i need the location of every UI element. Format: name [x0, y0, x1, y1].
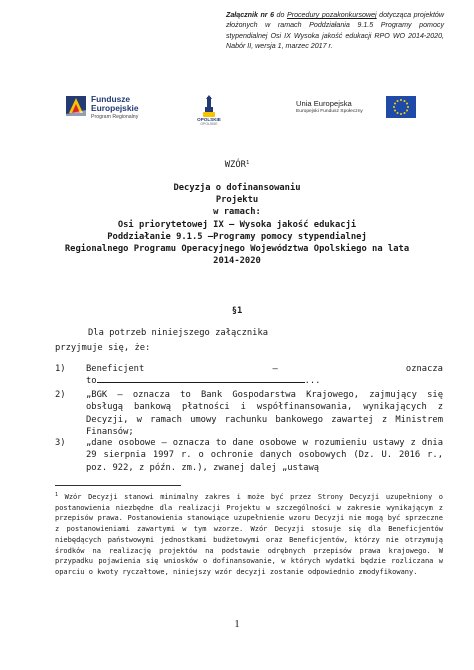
- title-line: Decyzja o dofinansowaniu: [173, 183, 301, 193]
- title-line: w ramach:: [213, 207, 261, 218]
- template-word: WZÓR: [224, 160, 246, 170]
- fe-title-line1: Fundusze: [91, 94, 131, 104]
- title-line: 2014-2020: [213, 256, 261, 267]
- item1-dots: ...: [304, 376, 321, 387]
- eu-flag-icon: [386, 96, 416, 118]
- opolskie-logo: [190, 95, 228, 131]
- item-body: [86, 363, 443, 388]
- decision-title: [0, 182, 474, 267]
- item1-to: to: [86, 376, 97, 387]
- opolskie-name: OPOLSKIE: [197, 117, 221, 122]
- fe-subtitle: Program Regionalny: [91, 113, 139, 120]
- item-body: „BGK – oznacza to Bank Gospodarstwa Krajowego, zajmujący się obsługą bankową płatności i współfinansowania, wynikających z Decyzji, w ramach umowy rachunku bankowego zawartej z Ministrem Finansów;: [86, 390, 443, 438]
- item1-term: Beneficjent: [86, 364, 145, 374]
- section-heading: §1: [231, 306, 243, 316]
- footnote-number: 1: [55, 492, 59, 498]
- item1-verb: oznacza: [405, 364, 443, 374]
- intro-line-2: przyjmuje się, że:: [55, 343, 151, 353]
- opolskie-tower-icon: [202, 95, 216, 117]
- footnote-text: Wzór Decyzji stanowi minimalny zakres i może być przez Strony Decyzji uzupełniony o postanowienia niezbędne dla realizacji Projektu w szczególności w zakresie wynikającym z przepisów prawa. Postanowienia stanowiące uzupełnienie wzoru Decyzji nie mogą być sprzeczne z postanowieniami zawartymi w tym wzorze. Wzór Decyzji stosuje się dla Beneficjentów niebędących państwowymi jednostkami budżetowymi oraz Beneficjentów, którzy nie otrzymują środków na realizację projektów na podstawie odrębnych przepisów prawa krajowego. W przypadku pojawienia się wniosków o dofinansowanie, w których wydatki będzie rozliczana w oparciu o kwoty ryczałtowe, niniejszy wzór decyzji zostanie odpowiednio zmodyfikowany.: [55, 493, 443, 576]
- definition-item-3: [55, 437, 443, 473]
- fill-in-blank[interactable]: [97, 375, 305, 383]
- title-line: Regionalnego Programu Operacyjnego Województwa Opolskiego na lata: [64, 244, 410, 255]
- ue-subtitle: Europejski Fundusz Społeczny: [296, 109, 363, 114]
- unia-europejska-logo: [296, 96, 414, 124]
- attachment-note: [226, 10, 444, 52]
- template-label: [0, 160, 474, 170]
- item-body: „dane osobowe – oznacza to dane osobowe w rozumieniu ustawy z dnia 29 sierpnia 1997 r. o ochronie danych osobowych (Dz. U. 2016 r., poz. 922, z późn. zm.), zwanej dalej „ustawą: [86, 438, 443, 473]
- intro-line-1: Dla potrzeb niniejszego załącznika: [88, 328, 269, 338]
- title-line: Poddziałanie 9.1.5 –Programy pomocy stypendialnej: [107, 231, 367, 242]
- definition-item-1: [55, 363, 443, 389]
- title-line: Osi priorytetowej IX – Wysoka jakość edukacji: [117, 219, 357, 230]
- fundusze-europejskie-logo: [66, 93, 196, 127]
- attachment-number: Załącznik nr 6: [226, 11, 275, 19]
- note-rest: dotycząca projektów złożonych w ramach Poddziałania 9.1.5 Programy pomocy stypendialnej Osi IX Wysoka jakość edukacji RPO WO 2014-2020, Nabór II, wersja 1, marzec 2017 r.: [226, 11, 444, 51]
- title-line: Projektu: [215, 195, 259, 206]
- procedure-link[interactable]: Procedury pozakonkursowej: [286, 11, 377, 19]
- ue-title: Unia Europejska: [296, 99, 352, 108]
- opolskie-subtext: OPOLSKIE: [200, 122, 218, 126]
- eu-funds-star-icon: [66, 96, 86, 116]
- item1-dash: –: [272, 364, 278, 374]
- footnote-marker[interactable]: 1: [245, 160, 250, 166]
- definition-item-2: [55, 389, 443, 438]
- item-number: 1): [55, 364, 66, 374]
- footnote-separator: [55, 485, 181, 486]
- fe-title-line2: Europejskie: [91, 103, 139, 114]
- item-number: 3): [55, 438, 66, 448]
- note-connector: do: [274, 11, 287, 19]
- footnote: [55, 490, 443, 578]
- item-number: 2): [55, 390, 66, 400]
- page-number: 1: [234, 618, 240, 630]
